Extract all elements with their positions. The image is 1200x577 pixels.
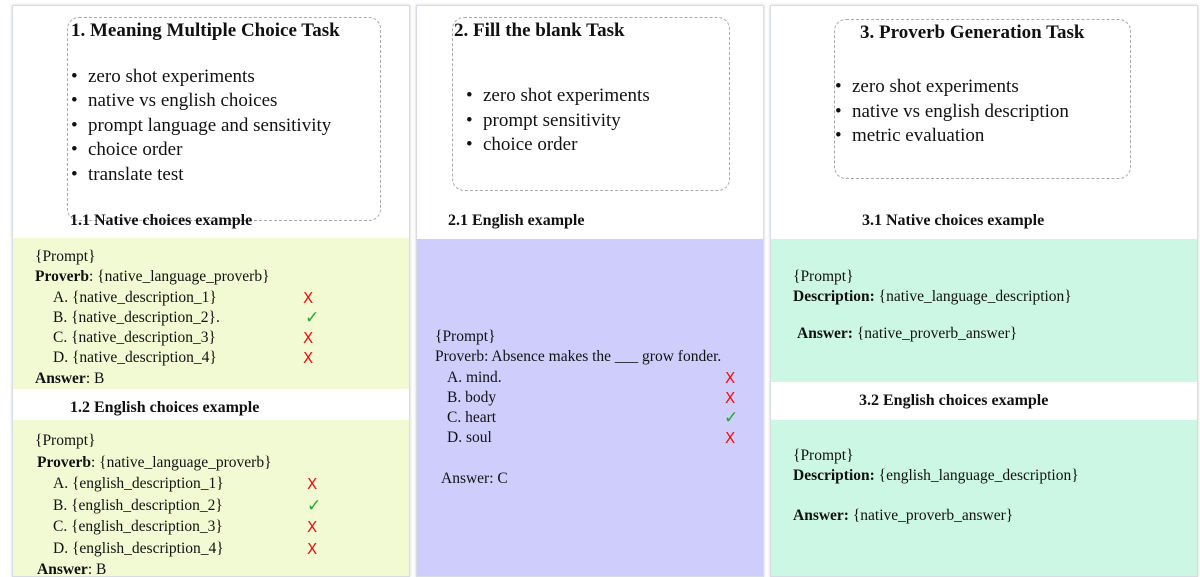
cross-mark-icon: X [307,518,318,536]
choice-row [35,348,395,368]
panel-meaning-mc-task [12,5,410,577]
choice-text: D. {native_description_4} [53,349,217,367]
choice-row [35,539,405,561]
cross-mark-icon: X [303,329,314,348]
proverb-label: Proverb [35,268,89,286]
bullet-item: • zero shot experiments [835,76,1069,101]
proverb-line: Proverb: Absence makes the ___ grow fonder. [435,348,722,366]
bullet-item: • translate test [71,164,331,188]
choice-row [435,368,755,388]
prompt-text: {Prompt} [35,432,96,449]
choice-text: C. {english_description_3} [53,518,223,535]
cross-mark-icon: X [303,349,314,368]
answer-label: Answer [35,369,86,387]
description-line [793,466,1193,486]
cross-mark-icon: X [303,288,314,307]
description-line [793,287,1193,307]
section-heading: 3.2 English choices example [859,392,1049,409]
choice-row [435,388,755,408]
proverb-value: : {native_language_proverb} [88,268,270,286]
choice-row [435,428,755,448]
check-mark-icon: ✓ [305,307,320,328]
choice-row [35,517,405,539]
section-heading: 1.2 English choices example [70,399,260,416]
example-native-choices [793,267,1193,344]
description-label: Description: [793,288,875,306]
prompt-text: {Prompt} [35,248,96,265]
bullet-item: • choice order [71,139,331,163]
section-heading: 3.1 Native choices example [862,212,1045,229]
proverb-line [35,267,395,287]
cross-mark-icon: X [307,475,318,493]
choice-text: D. {english_description_4} [53,539,224,557]
answer-line [793,324,1193,344]
cross-mark-icon: X [725,388,736,407]
answer-value: : B [87,561,107,577]
choice-text: B. {english_description_2} [53,496,223,514]
bullet-item: • metric evaluation [835,125,1069,150]
bullet-item: • zero shot experiments [466,85,650,110]
answer-label: Answer: [793,506,849,524]
section-heading: 2.1 English example [448,212,585,229]
answer-value: {native_proverb_answer} [852,324,1018,342]
choice-text: C. {native_description_3} [53,329,216,347]
check-mark-icon: ✓ [307,495,322,516]
choice-row [35,308,395,328]
proverb-label: Proverb [37,453,91,471]
description-value: {native_language_description} [874,288,1072,306]
answer-line [35,560,405,577]
prompt-text: {Prompt} [435,328,496,345]
choice-row [35,328,395,348]
proverb-line [35,453,405,475]
choice-text: B. {native_description_2}. [53,308,220,326]
choice-text: A. {native_description_1} [53,288,217,306]
panel-proverb-generation-task [770,5,1198,577]
choice-row [35,474,405,496]
panel-fill-blank-task [416,5,764,577]
choice-text: A. mind. [447,368,502,386]
answer-line [793,506,1193,526]
task-bullet-list [466,85,650,159]
example-english-choices [35,431,405,577]
cross-mark-icon: X [307,539,318,558]
choice-row [35,496,405,518]
task-bullet-list [835,76,1069,150]
bullet-item: • zero shot experiments [71,66,331,90]
answer-line [35,369,395,389]
cross-mark-icon: X [725,429,736,448]
bullet-item: • native vs english description [835,101,1069,126]
description-value: {english_language_description} [874,467,1079,485]
choice-row [35,288,395,308]
task-bullet-list [71,66,331,188]
cross-mark-icon: X [725,368,736,387]
choice-row [435,408,755,428]
check-mark-icon: ✓ [724,408,739,429]
bullet-item: • prompt sensitivity [466,110,650,135]
task-title: 1. Meaning Multiple Choice Task [71,20,340,41]
prompt-text: {Prompt} [793,268,854,285]
choice-text: B. body [447,388,497,406]
answer-line: Answer: C [441,469,508,487]
section-heading: 1.1 Native choices example [70,212,253,229]
answer-value: : B [85,369,105,387]
answer-value: {native_proverb_answer} [848,506,1014,524]
answer-label: Answer: [797,324,853,342]
task-title: 2. Fill the blank Task [454,20,625,41]
prompt-text: {Prompt} [793,447,854,464]
example-native-choices [35,247,395,389]
example-fill-blank [435,327,755,489]
bullet-item: • choice order [466,134,650,159]
task-title: 3. Proverb Generation Task [860,22,1085,43]
example-english-choices [793,446,1193,526]
proverb-value: : {native_language_proverb} [90,453,272,471]
bullet-item: • native vs english choices [71,90,331,114]
description-label: Description: [793,467,875,485]
choice-text: A. {english_description_1} [53,475,224,492]
bullet-item: • prompt language and sensitivity [71,115,331,139]
choice-text: D. soul [447,429,492,447]
answer-label: Answer [37,561,88,577]
choice-text: C. heart [447,409,497,427]
